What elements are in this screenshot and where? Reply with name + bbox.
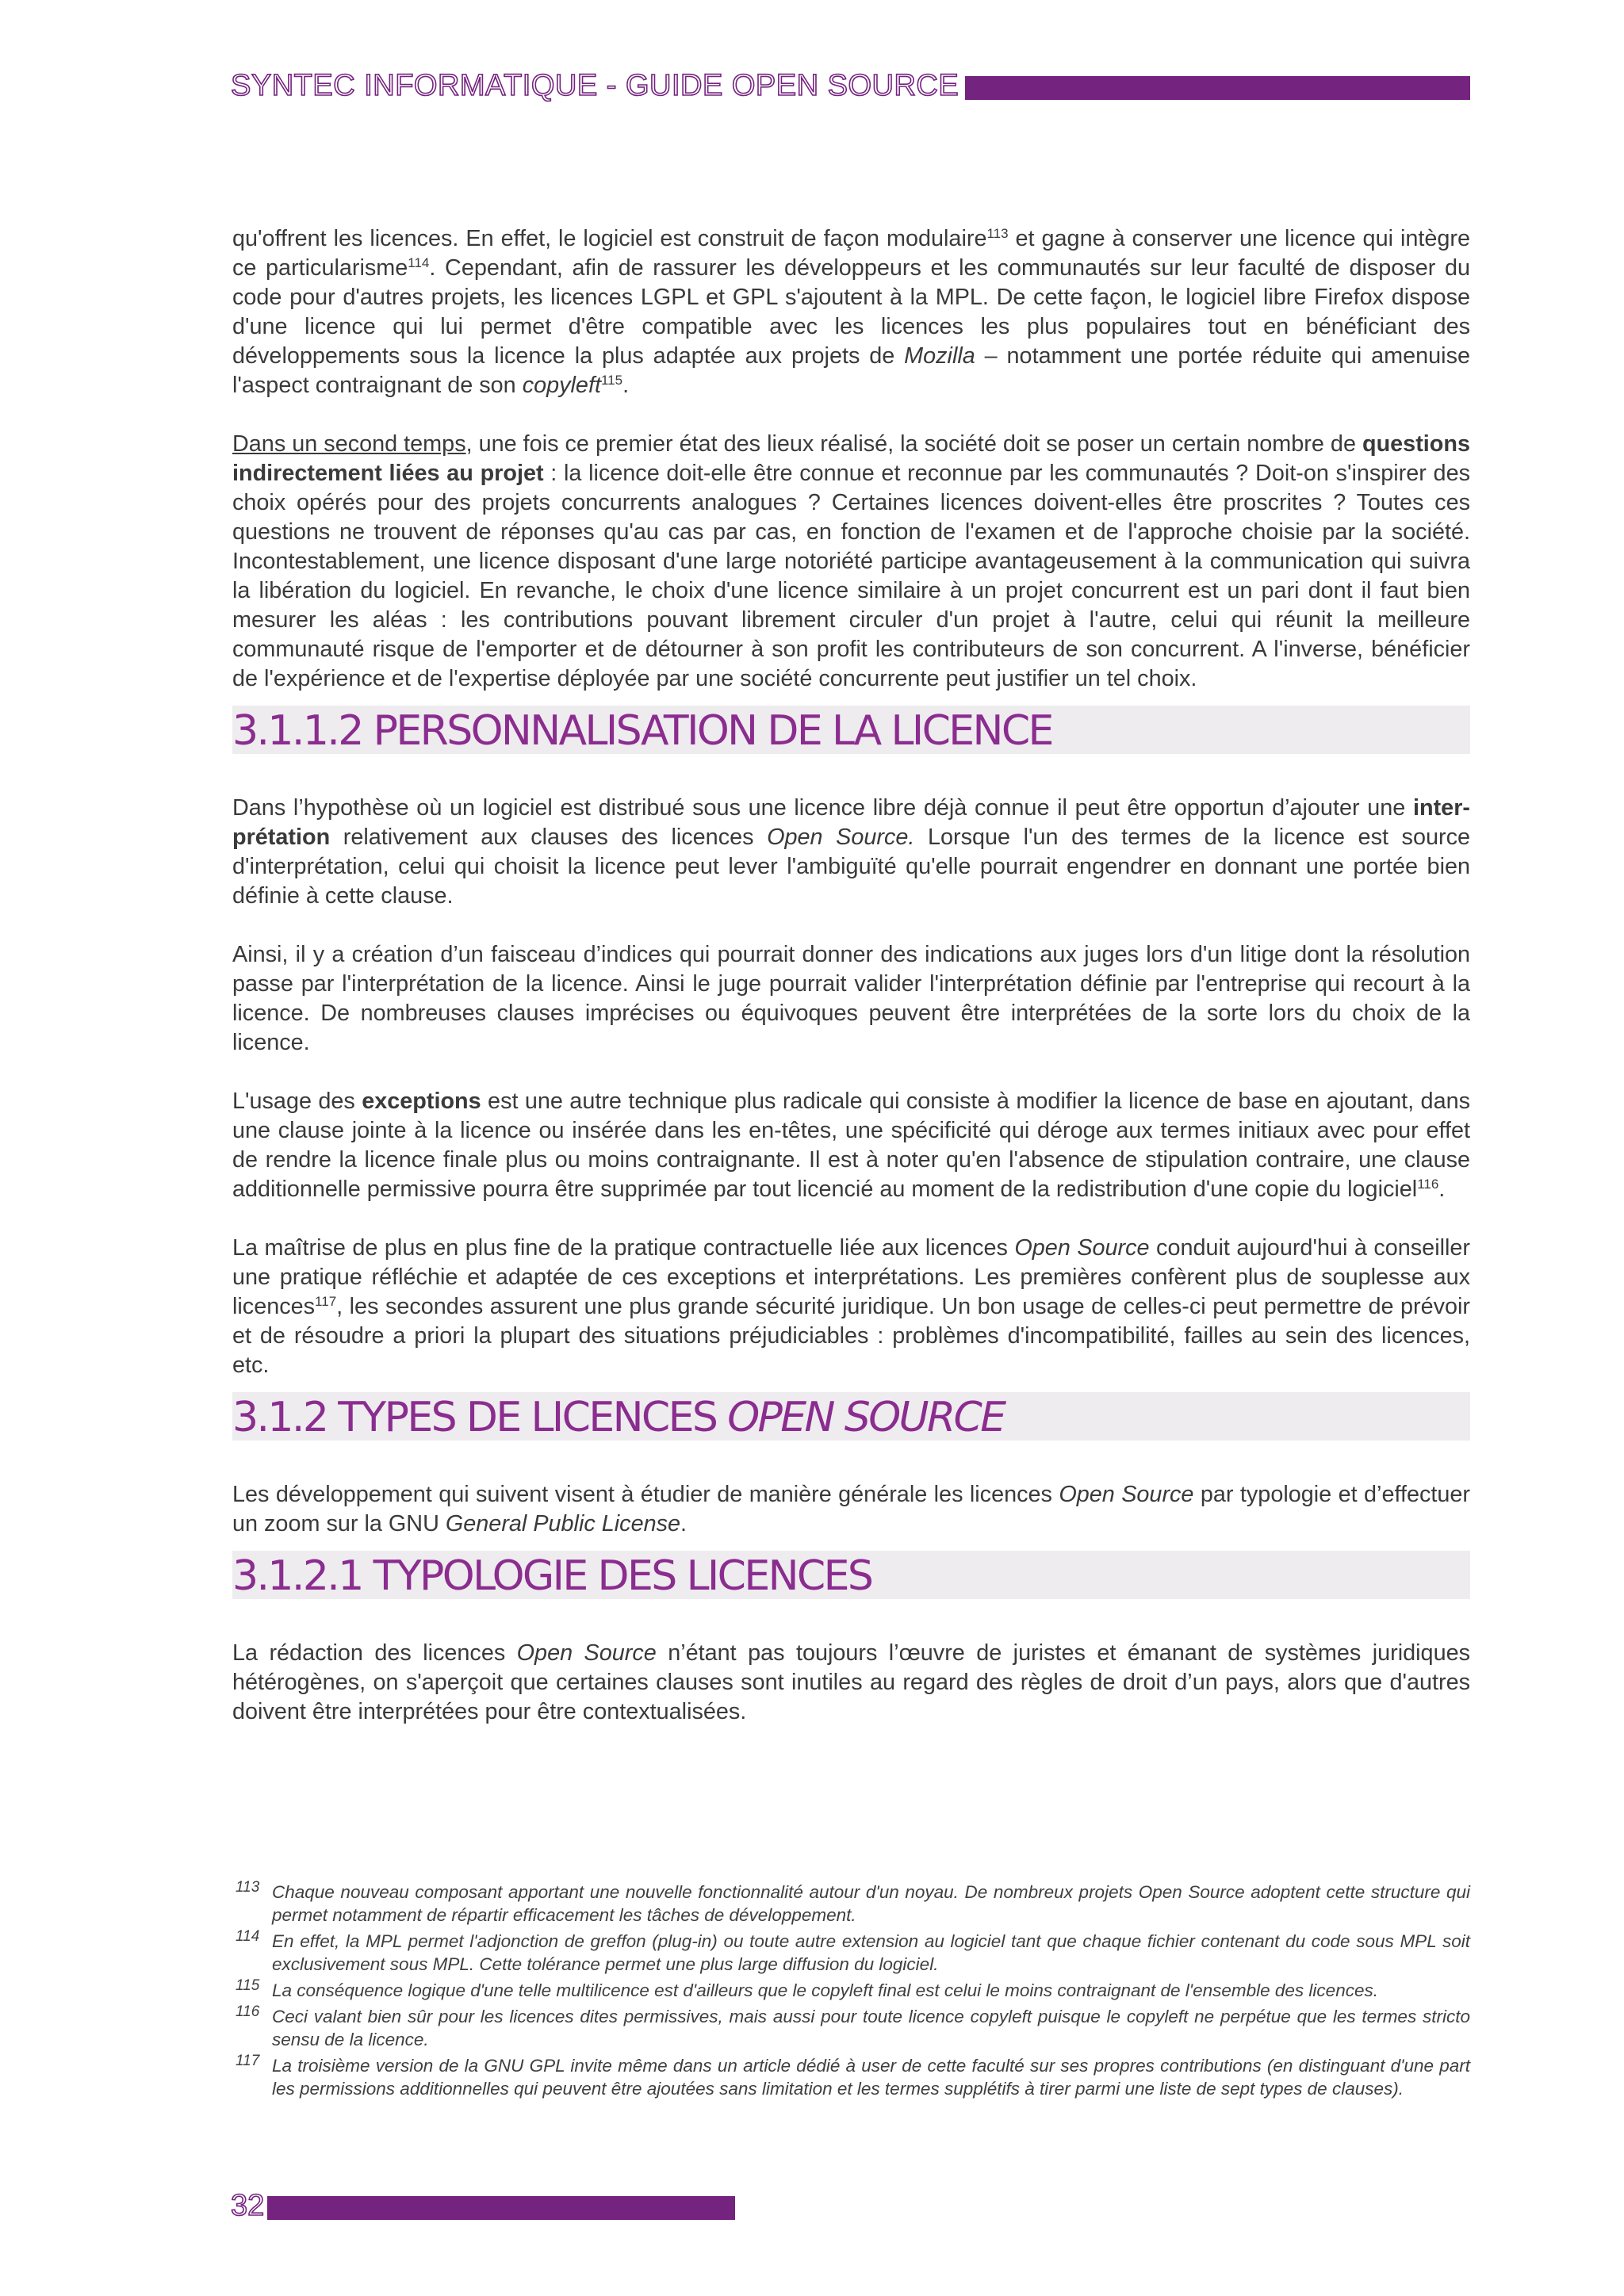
paragraph: Dans l’hypothèse où un logiciel est distribué sous une licence libre déjà connue il peut être opportun d’ajouter une inter-prétation relativement aux clauses des licences Open Source. Lorsque l'un des termes de la licence est source d'interprétation, celui qui choisit la licence peut lever l'ambiguïté qu'elle pourrait engendrer en donnant une portée bien définie à cette clause.	[232, 795, 1470, 909]
footnote	[232, 1881, 1470, 1927]
footnote	[232, 2054, 1470, 2100]
footnote-text: Chaque nouveau composant apportant une nouvelle fonctionnalité autour d'un noyau. De nombreux projets Open Source adoptent cette structure qui permet notamment de répartir efficacement les tâches de développement.	[272, 1882, 1470, 1925]
page-number: 32	[231, 2190, 267, 2221]
section-heading: 3.1.1.2 PERSONNALISATION DE LA LICENCE	[232, 706, 1470, 754]
footnote	[232, 1979, 1470, 2002]
footnote-ref[interactable]: 113	[986, 226, 1009, 241]
footnote-text: En effet, la MPL permet l'adjonction de greffon (plug-in) ou toute autre extension au logiciel tant que chaque fichier contenant du code sous MPL soit exclusivement sous MPL. Cette tolérance permet une plus large diffusion du logiciel.	[272, 1931, 1470, 1974]
footnote-text: La troisième version de la GNU GPL invite même dans un article dédié à user de cette faculté sur ses propres contributions (en distinguant d'une part les permissions additionnelles qui peuvent être ajoutées sans limitation et les termes supplétifs à tirer parmi une liste de sept types de clauses).	[272, 2056, 1470, 2099]
footnote-ref[interactable]: 116	[1417, 1177, 1439, 1192]
footer-bar	[232, 2196, 735, 2220]
section-heading: 3.1.2 TYPES DE LICENCES OPEN SOURCE	[232, 1392, 1470, 1441]
footnote-ref[interactable]: 115	[600, 373, 623, 388]
paragraph: Ainsi, il y a création d’un faisceau d’indices qui pourrait donner des indications aux juges lors d'un litige dont la résolution passe par l'interprétation de la licence. Ainsi le juge pourrait valider l'interprétation définie par l'entreprise qui recourt à la licence. De nombreuses clauses imprécises ou équivoques peuvent être interprétées de la sorte lors du choix de la licence.	[232, 942, 1470, 1055]
main-content	[232, 224, 1470, 1756]
footnotes	[232, 1881, 1470, 2103]
section-heading: 3.1.2.1 TYPOLOGIE DES LICENCES	[232, 1551, 1470, 1599]
running-header: SYNTEC INFORMATIQUE - GUIDE OPEN SOURCE	[231, 70, 965, 101]
footnote-number: 117	[236, 2053, 260, 2069]
footnote-ref[interactable]: 117	[315, 1294, 337, 1309]
footnote-number: 113	[236, 1879, 260, 1896]
footnote-text: La conséquence logique d'une telle multilicence est d'ailleurs que le copyleft final est celui le moins contraignant de l'ensemble des licences.	[272, 1980, 1378, 2000]
footnote	[232, 2005, 1470, 2051]
footnote-number: 114	[236, 1928, 260, 1945]
footnote-text: Ceci valant bien sûr pour les licences dites permissives, mais aussi pour toute licence copyleft puisque le copyleft ne perpétue que les termes stricto sensu de la licence.	[272, 2007, 1470, 2049]
footnote-ref[interactable]: 114	[408, 255, 430, 270]
paragraph: La maîtrise de plus en plus fine de la pratique contractuelle liée aux licences Open Source conduit aujourd'hui à conseiller une pratique réfléchie et adaptée de ces exceptions et interprétations. Les premières confèrent plus de souplesse aux licences$^{117}$, les secondes assurent une plus grande sécurité juridique. Un bon usage de celles-ci peut permettre de prévoir et de résoudre a priori la plupart des situations préjudiciables : problèmes d'incompatibilité, failles au sein des licences, etc.	[232, 1235, 1470, 1378]
paragraph: qu'offrent les licences. En effet, le logiciel est construit de façon modulaire$^{113}$ et gagne à conserver une licence qui intègre ce particularisme$^{114}$. Cependant, afin de rassurer les développeurs et les communautés sur leur faculté de disposer du code pour d'autres projets, les licences LGPL et GPL s'ajoutent à la MPL. De cette façon, le logiciel libre Firefox dispose d'une licence qui lui permet d'être compatible avec les licences les plus populaires tout en bénéficiant des développements sous la licence la plus adaptée aux projets de Mozilla – notamment une portée réduite qui amenuise l'aspect contraignant de son copyleft$^{115}$.	[232, 226, 1470, 398]
footnote	[232, 1930, 1470, 1976]
footnote-number: 116	[236, 2003, 260, 2020]
paragraph: Les développement qui suivent visent à étudier de manière générale les licences Open Source par typologie et d’effectuer un zoom sur la GNU General Public License.	[232, 1482, 1470, 1536]
paragraph: Dans un second temps, une fois ce premier état des lieux réalisé, la société doit se poser un certain nombre de questions indirectement liées au projet : la licence doit-elle être connue et reconnue par les communautés ? Doit-on s'inspirer des choix opérés pour des projets concurrents analogues ? Certaines licences doivent-elles être proscrites ? Toutes ces questions ne trouvent de réponses qu'au cas par cas, en fonction de l'examen et de l'approche choisie par la société. Incontestablement, une licence disposant d'une large notoriété participe avantageusement à la communication qui suivra la libération du logiciel. En revanche, le choix d'une licence similaire à un projet concurrent est un pari dont il faut bien mesurer les aléas : les contributions pouvant librement circuler d'un projet à l'autre, celui qui réunit la meilleure communauté risque de l'emporter et de détourner à son profit les contributeurs de son concurrent. A l'inverse, bénéficier de l'expérience et de l'expertise déployée par une société concurrente peut justifier un tel choix.	[232, 431, 1470, 691]
footnote-number: 115	[236, 1977, 260, 1994]
paragraph: La rédaction des licences Open Source n’étant pas toujours l’œuvre de juristes et émanant de systèmes juridiques hétérogènes, on s'aperçoit que certaines clauses sont inutiles au regard des règles de droit d’un pays, alors que d'autres doivent être interprétées pour être contextualisées.	[232, 1640, 1470, 1724]
paragraph: L'usage des exceptions est une autre technique plus radicale qui consiste à modifier la licence de base en ajoutant, dans une clause jointe à la licence ou insérée dans les en-têtes, une spécificité qui déroge aux termes initiaux avec pour effet de rendre la licence finale plus ou moins contraignante. Il est à noter qu'en l'absence de stipulation contraire, une clause additionnelle permissive pourra être supprimée par tout licencié au moment de la redistribution d'une copie du logiciel$^{116}$.	[232, 1089, 1470, 1202]
